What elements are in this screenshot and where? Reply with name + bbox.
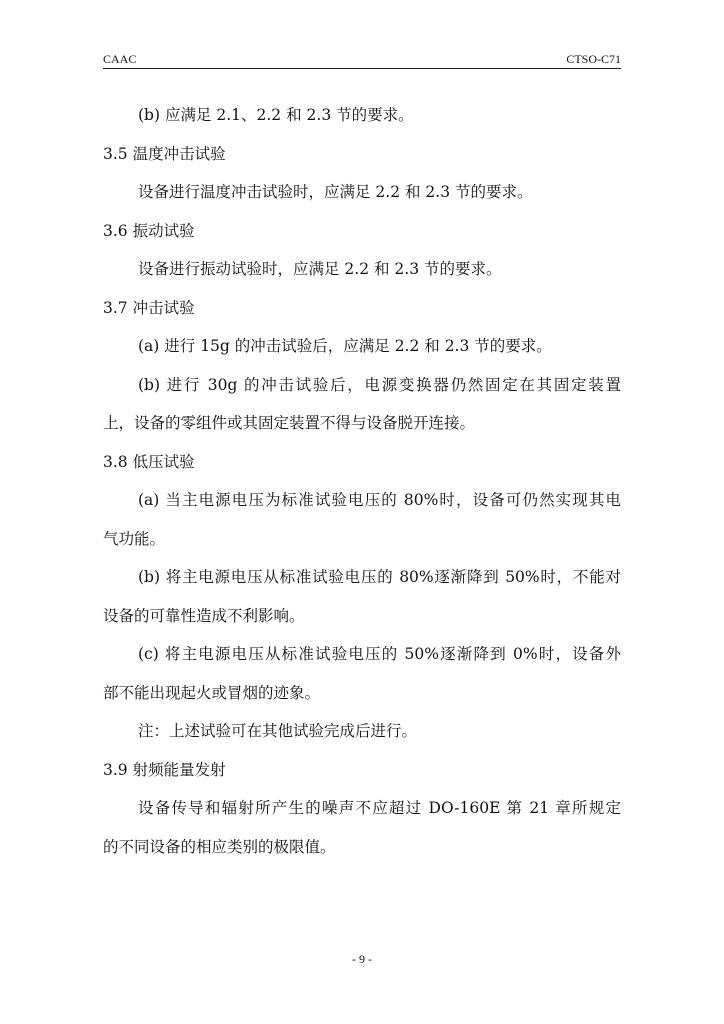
paragraph-line: 设备进行振动试验时，应满足 2.2 和 2.3 节的要求。	[138, 260, 502, 278]
paragraph-line: 部不能出现起火或冒烟的迹象。	[103, 683, 321, 702]
paragraph-line: 设备进行温度冲击试验时，应满足 2.2 和 2.3 节的要求。	[138, 183, 533, 201]
paragraph-line: (a) 进行 15g 的冲击试验后，应满足 2.2 和 2.3 节的要求。	[138, 337, 552, 355]
page-number: - 9 -	[352, 952, 372, 966]
section-heading: 3.9 射频能量发射	[103, 760, 226, 779]
section-heading: 3.7 冲击试验	[103, 298, 195, 317]
paragraph-line: (b) 进行 30g 的冲击试验后，电源变换器仍然固定在其固定装置	[138, 375, 621, 394]
paragraph-line: (c) 将主电源电压从标准试验电压的 50%逐渐降到 0%时，设备外	[138, 645, 621, 663]
header-left-text: CAAC	[103, 52, 137, 66]
document-body	[103, 96, 621, 866]
paragraph-line: (b) 应满足 2.1、2.2 和 2.3 节的要求。	[138, 106, 414, 124]
section-heading: 3.5 温度冲击试验	[103, 144, 226, 163]
header-right-text: CTSO-C71	[566, 52, 621, 66]
paragraph-line: (b) 将主电源电压从标准试验电压的 80%逐渐降到 50%时，不能对	[138, 568, 621, 586]
paragraph-line: (a) 当主电源电压为标准试验电压的 80%时，设备可仍然实现其电	[138, 491, 621, 509]
paragraph-line: 设备的可靠性造成不利影响。	[103, 606, 305, 625]
paragraph-line: 气功能。	[103, 529, 166, 548]
page-header	[103, 52, 621, 69]
paragraph-line: 设备传导和辐射所产生的噪声不应超过 DO-160E 第 21 章所规定	[138, 799, 621, 817]
section-heading: 3.8 低压试验	[103, 452, 195, 471]
section-heading: 3.6 振动试验	[103, 221, 195, 240]
paragraph-line: 上，设备的零组件或其固定装置不得与设备脱开连接。	[103, 414, 476, 432]
note-line: 注：上述试验可在其他试验完成后进行。	[138, 722, 418, 740]
paragraph-line: 的不同设备的相应类别的极限值。	[103, 837, 336, 856]
